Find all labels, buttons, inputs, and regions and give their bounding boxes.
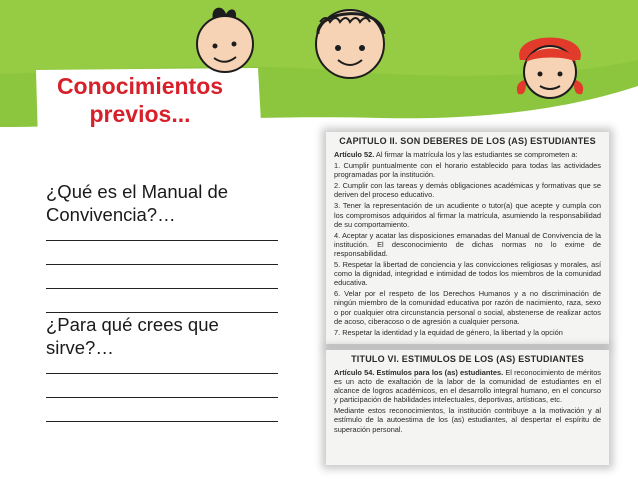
- answer-line: [46, 241, 278, 265]
- answer-line: [46, 398, 278, 422]
- article-label: Artículo 54. Estímulos para los (as) estudiantes.: [334, 368, 504, 377]
- list-item: 7. Respetar la identidad y la equidad de género, la libertad y la opción: [334, 327, 563, 337]
- article-text: Al firmar la matrícula los y las estudiantes se comprometen a:: [375, 150, 578, 159]
- article-label: Artículo 52.: [334, 150, 375, 159]
- title-line-1: Conocimientos: [56, 73, 224, 99]
- article-54: [334, 368, 601, 404]
- answer-line: [46, 359, 278, 374]
- manual-excerpt-estimulos: [326, 350, 609, 465]
- question-2-line-1: ¿Para qué crees que: [46, 314, 219, 335]
- answer-line: [46, 289, 278, 313]
- doc-heading: TITULO VI. ESTIMULOS DE LOS (AS) ESTUDIANTES: [351, 354, 584, 364]
- list-item: 5. Respetar la libertad de conciencia y las convicciones religiosas y morales, así como la dignidad, integridad e intimidad de todos los miembros de la comunidad educativa.: [334, 260, 601, 288]
- list-item: 6. Velar por el respeto de los Derechos Humanos y a no discriminación de ningún miembro de la comunidad educativa por razón de nacimiento, raza, sexo o por cualquier otra circunstancia personal o social, abstenerse de realizar actos de acoso, ciberacoso o de agresión a cualquier persona.: [334, 289, 601, 326]
- questions-block: [46, 180, 278, 422]
- question-1-line-2: Convivencia?…: [46, 204, 176, 225]
- list-item: 4. Aceptar y acatar las disposiciones emanadas del Manual de Convivencia de la institución. El desconocimiento de dichas normas no lo exime de responsabilidad.: [334, 230, 601, 258]
- child-middle-figure: [316, 10, 384, 78]
- list-item: 2. Cumplir con las tareas y demás obligaciones académicas y formativas que se deriven del proceso educativo.: [334, 181, 601, 200]
- article-text: El reconocimiento de méritos es un acto de exaltación de la labor de la comunidad de estudiantes en el alcance de logros académicos, en el desarrollo integral humano, en el concurso y participación de habilidades intelectuales, deportivas, artísticas, etc.: [334, 368, 601, 405]
- paragraph: Mediante estos reconocimientos, la institución contribuye a la motivación y al estímulo de la autoestima de los (as) estudiantes, al despertar el espíritu de superación personal.: [334, 406, 601, 434]
- slide-title: [40, 72, 240, 128]
- title-line-2: previos...: [89, 101, 191, 127]
- list-item: 1. Cumplir puntualmente con el horario establecido para todas las actividades programadas por la institución.: [334, 161, 601, 180]
- answer-line: [46, 374, 278, 398]
- manual-excerpt-deberes: [326, 132, 609, 344]
- answer-line: [46, 265, 278, 289]
- doc-heading: CAPITULO II. SON DEBERES DE LOS (AS) ESTUDIANTES: [339, 136, 596, 146]
- doc-body: [326, 364, 609, 434]
- answer-line: [46, 226, 278, 241]
- article-52: [334, 150, 601, 159]
- question-1-line-1: ¿Qué es el Manual de: [46, 181, 229, 202]
- question-2-line-2: sirve?…: [46, 337, 114, 358]
- list-item: 3. Tener la representación de un acudiente o tutor(a) que acepte y cumpla con los compromisos adquiridos al firmar la matrícula, asumiendo la responsabilidad de su comportamiento.: [334, 201, 601, 229]
- doc-body: [326, 146, 609, 337]
